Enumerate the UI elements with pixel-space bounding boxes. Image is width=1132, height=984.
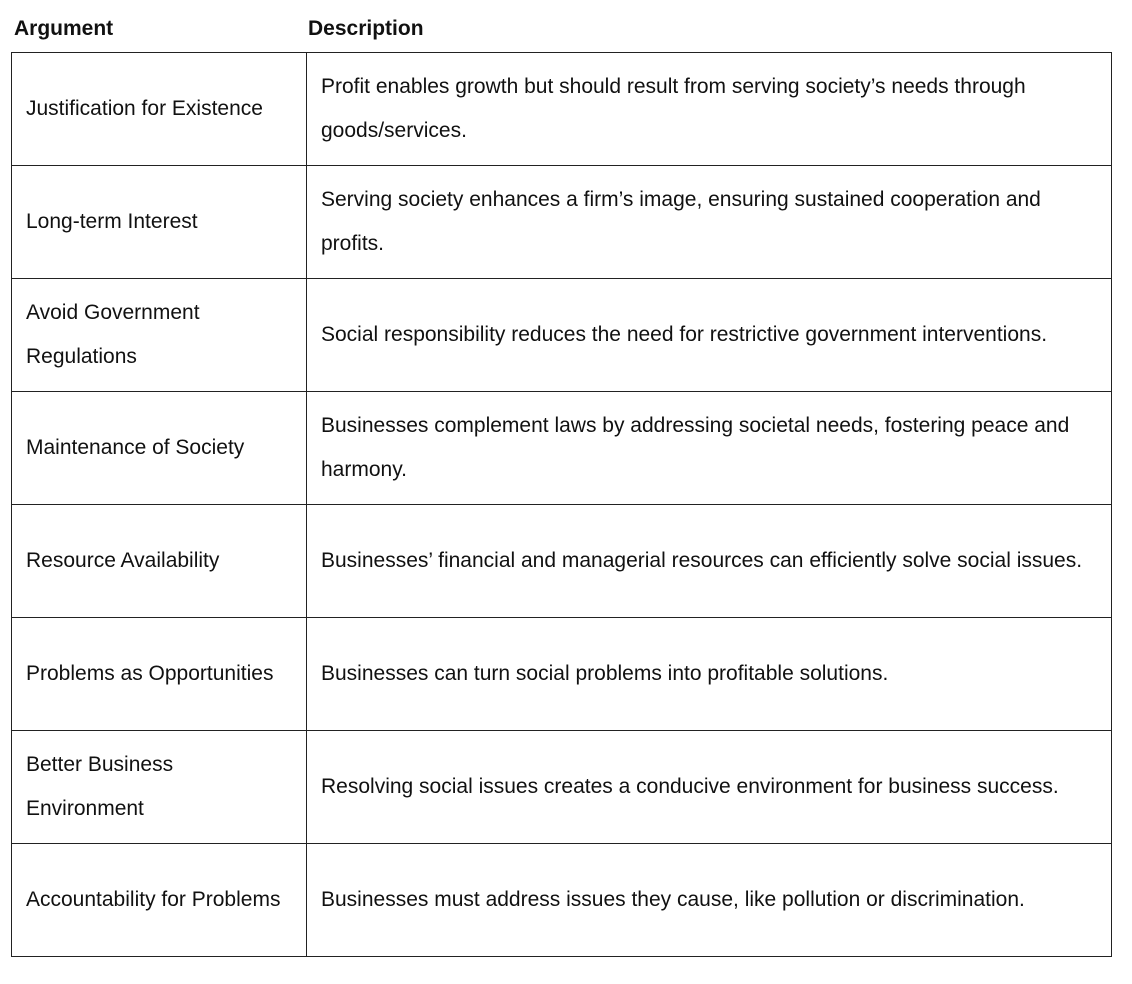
table-row	[12, 279, 1112, 392]
description-cell: Resolving social issues creates a conducive environment for business success.	[307, 731, 1112, 844]
argument-cell: Problems as Opportunities	[12, 618, 307, 731]
argument-column-header: Argument	[14, 17, 114, 40]
argument-cell: Avoid Government Regulations	[12, 279, 307, 392]
description-cell: Businesses can turn social problems into profitable solutions.	[307, 618, 1112, 731]
argument-cell: Accountability for Problems	[12, 844, 307, 957]
table-row	[12, 731, 1112, 844]
argument-cell: Maintenance of Society	[12, 392, 307, 505]
argument-cell: Resource Availability	[12, 505, 307, 618]
description-cell: Serving society enhances a firm’s image, ensuring sustained cooperation and profits.	[307, 166, 1112, 279]
description-column-header: Description	[308, 17, 424, 40]
table-row	[12, 166, 1112, 279]
argument-cell: Justification for Existence	[12, 53, 307, 166]
table-header	[0, 14, 1132, 44]
table-row	[12, 844, 1112, 957]
description-cell: Businesses’ financial and managerial resources can efficiently solve social issues.	[307, 505, 1112, 618]
argument-cell: Better Business Environment	[12, 731, 307, 844]
table-row	[12, 53, 1112, 166]
arguments-table	[11, 52, 1112, 957]
table-row	[12, 392, 1112, 505]
description-cell: Businesses must address issues they cause, like pollution or discrimination.	[307, 844, 1112, 957]
description-cell: Social responsibility reduces the need for restrictive government interventions.	[307, 279, 1112, 392]
argument-cell: Long-term Interest	[12, 166, 307, 279]
description-cell: Profit enables growth but should result from serving society’s needs through goods/services.	[307, 53, 1112, 166]
table-row	[12, 618, 1112, 731]
table-row	[12, 505, 1112, 618]
description-cell: Businesses complement laws by addressing societal needs, fostering peace and harmony.	[307, 392, 1112, 505]
